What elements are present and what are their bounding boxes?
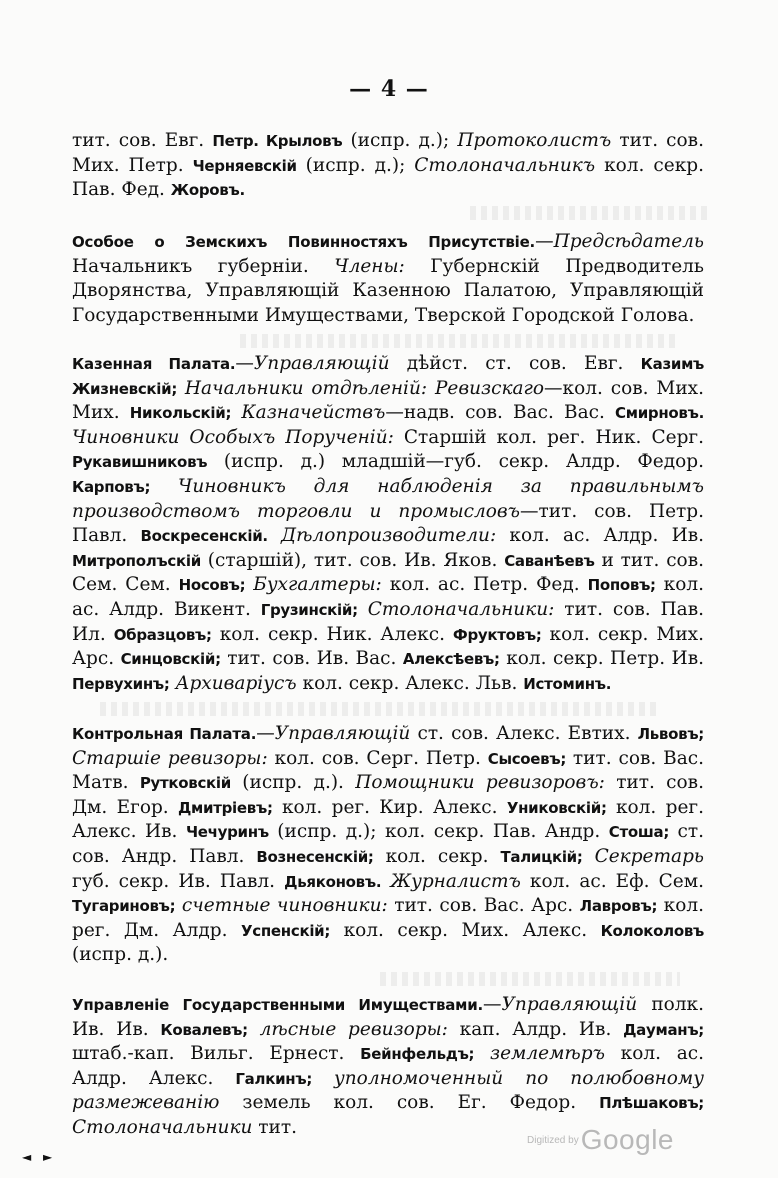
section-heading: Управленіе Государственными Имуществами. [72,996,484,1014]
paragraph-state-property-administration: Управленіе Государственными Имуществами.—Управляющій полк. Ив. Ив. Ковалевъ; лѣсные ревизоры: кап. Алдр. Ив. Дауманъ; штаб.-кап. Вильг. Ернест. Бейнфельдъ; землемѣръ кол. ас. Алдр. Алекс. Галкинъ; уполномоченный по полюбовному размежеванію земель кол. сов. Ег. Федор. Плѣшаковъ; Столоначальники тит. [72,994,705,1138]
show-through-bleed [470,206,710,220]
google-logo-text: Google [580,1124,674,1155]
paragraph-governing-board-end: тит. сов. Евг. Петр. Крыловъ (испр. д.); Протоколистъ тит. сов. Мих. Петр. Черняевскій (испр. д.); Столоначальникъ кол. секр. Пав. Фед. Жоровъ. [72,130,704,201]
paragraph-zemstvo-duties-office: Особое о Земскихъ Повинностяхъ Присутствіе.—Предсѣдатель Начальникъ губерніи. Члены: Губернскій Предводитель Дворянства, Управляющій Казенною Палатою, Управляющій Государственными Имуществами, Тверской Городской Голова. [72,231,704,326]
show-through-bleed [240,334,680,348]
watermark-small-text: Digitized by [527,1134,579,1146]
page-number: — 4 — [349,76,429,102]
page-nav-arrows-icon[interactable]: ◄ ► [22,1150,57,1164]
show-through-bleed [100,702,660,716]
show-through-bleed [380,972,680,986]
paragraph-treasury-chamber: Казенная Палата.—Управляющій дѣйст. ст. сов. Евг. Казимъ Жизневскій; Начальники отдѣленій: Ревизскаго—кол. сов. Мих. Мих. Никольскій; Казначействъ—надв. сов. Вас. Вас. Смирновъ. Чиновники Особыхъ Порученій: Старшій кол. рег. Ник. Серг. Рукавишниковъ (испр. д.) младшій—губ. секр. Алдр. Федор. Карповъ; Чиновникъ для наблюденія за правильнымъ производствомъ торговли и промысловъ—тит. сов. Петр. Павл. Воскресенскій. Дѣлопроизводители: кол. ас. Алдр. Ив. Митрополъскій (старшій), тит. сов. Ив. Яков. Саванѣевъ и тит. сов. Сем. Сем. Носовъ; Бухгалтеры: кол. ас. Петр. Фед. Поповъ; кол. ас. Алдр. Викент. Грузинскій; Столоначальники: тит. сов. Пав. Ил. Образцовъ; кол. секр. Ник. Алекс. Фруктовъ; кол. секр. Мих. Арс. Синцовскій; тит. сов. Ив. Вас. Алексѣевъ; кол. секр. Петр. Ив. Первухинъ; Архиваріусъ кол. секр. Алекс. Льв. Истоминъ. [72,353,705,694]
section-heading: Особое о Земскихъ Повинностяхъ Присутствіе. [72,233,536,251]
digitized-by-google-watermark [527,1124,674,1156]
paragraph-control-chamber: Контрольная Палата.—Управляющій ст. сов. Алекс. Евтих. Львовъ; Старшіе ревизоры: кол. сов. Серг. Петр. Сысоевъ; тит. сов. Вас. Матв. Рутковскій (испр. д.). Помощники ревизоровъ: тит. сов. Дм. Егор. Дмитріевъ; кол. рег. Кир. Алекс. Униковскій; кол. рег. Алекс. Ив. Чечуринъ (испр. д.); кол. секр. Пав. Андр. Стоша; ст. сов. Андр. Павл. Вознесенскій; кол. секр. Талицкій; Секретарь губ. секр. Ив. Павл. Дьяконовъ. Журналистъ кол. ас. Еф. Сем. Тугариновъ; счетные чиновники: тит. сов. Вас. Арс. Лавровъ; кол. рег. Дм. Алдр. Успенскій; кол. секр. Мих. Алекс. Колоколовъ (испр. д.). [72,723,705,966]
section-heading: Казенная Палата. [72,355,236,373]
section-heading: Контрольная Палата. [72,725,257,743]
